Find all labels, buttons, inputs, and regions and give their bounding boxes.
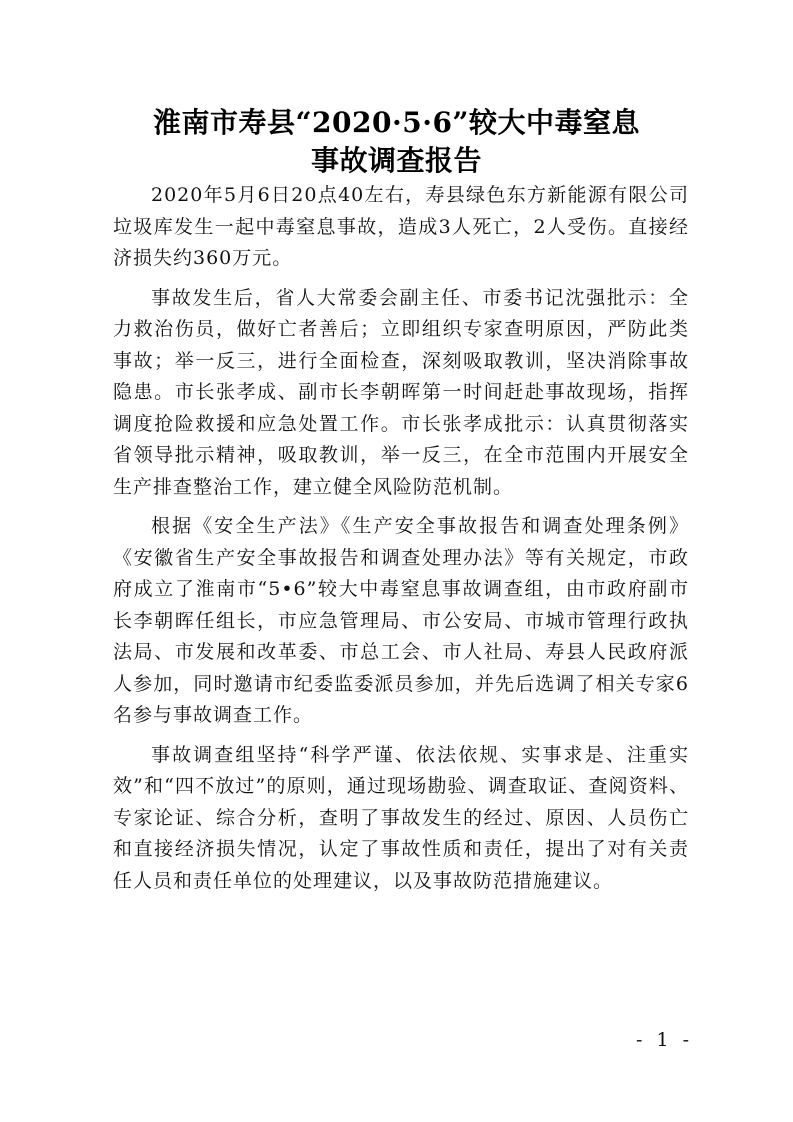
paragraph-investigation-team: 根据《安全生产法》《生产安全事故报告和调查处理条例》《安徽省生产安全事故报告和调查处理办法》等有关规定，市政府成立了淮南市“5•6”较大中毒窒息事故调查组，由市政府副市长李朝晖任组长，市应急管理局、市公安局、市城市管理行政执法局、市发展和改革委、市总工会、市人社局、寿县人民政府派人参加，同时邀请市纪委监委派员参加，并先后选调了相关专家6名参与事故调查工作。 [113,515,689,726]
report-title-line-1: 淮南市寿县“2020·5·6”较大中毒窒息 [152,106,641,139]
page-number: - 1 - [635,1029,693,1051]
paragraph-investigation-principles: 事故调查组坚持“科学严谨、依法依规、实事求是、注重实效”和“四不放过”的原则，通过现场勘验、调查取证、查阅资料、专家论证、综合分析，查明了事故发生的经过、原因、人员伤亡和直接经济损失情况，认定了事故性质和责任，提出了对有关责任人员和责任单位的处理建议，以及事故防范措施建议。 [113,743,689,892]
report-body [113,180,689,897]
report-title-line-2: 事故调查报告 [310,144,482,177]
paragraph-leadership-instructions: 事故发生后，省人大常委会副主任、市委书记沈强批示：全力救治伤员，做好亡者善后；立即组织专家查明原因，严防此类事故；举一反三，进行全面检查，深刻吸取教训，坚决消除事故隐患。市长张孝成、副市长李朝晖第一时间赶赴事故现场，指挥调度抢险救援和应急处置工作。市长张孝成批示：认真贯彻落实省领导批示精神，吸取教训，举一反三，在全市范围内开展安全生产排查整治工作，建立健全风险防范机制。 [113,286,689,498]
paragraph-accident-summary: 2020年5月6日20点40左右，寿县绿色东方新能源有限公司垃圾库发生一起中毒窒息事故，造成3人死亡，2人受伤。直接经济损失约360万元。 [113,184,689,269]
